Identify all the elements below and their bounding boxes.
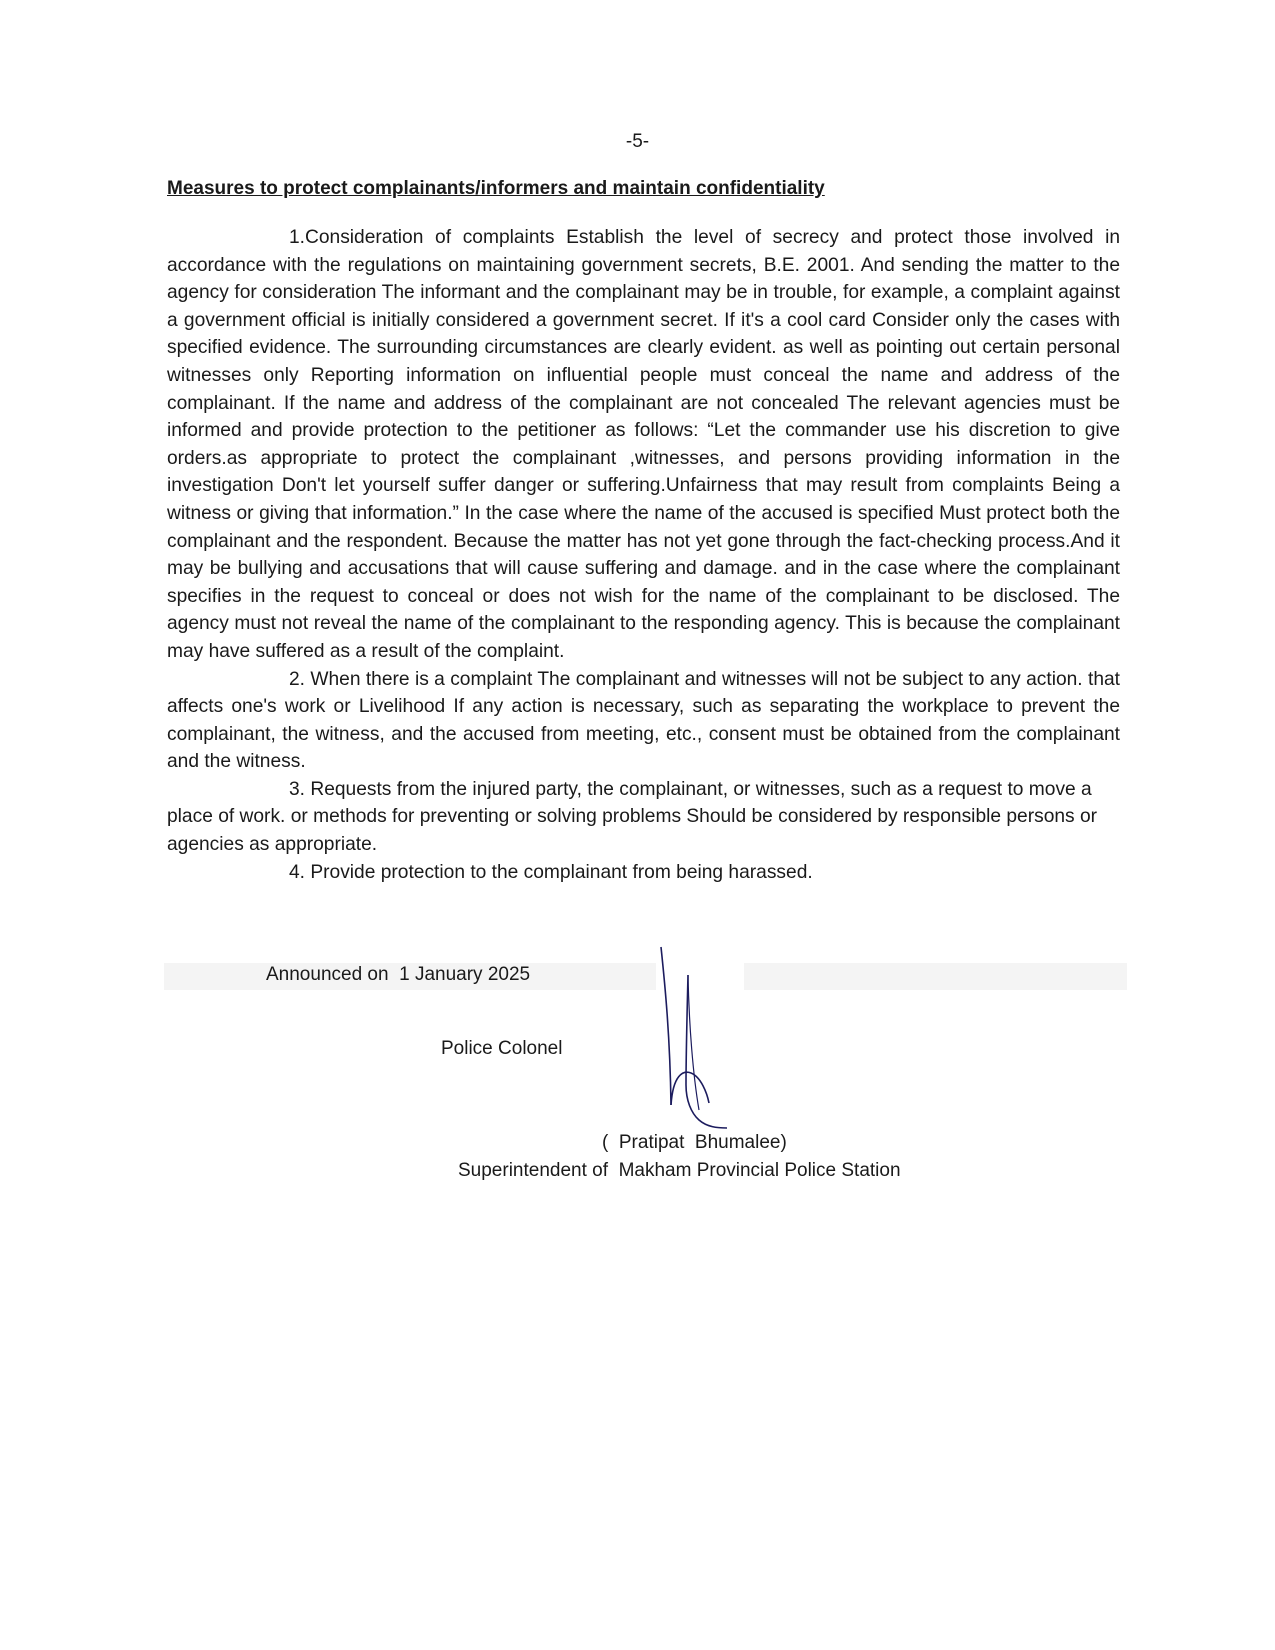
paragraph-2: 2. When there is a complaint The complainant and witnesses will not be subject to any action. that affects one's work or Livelihood If any action is necessary, such as separating the workplace to prevent the complainant, the witness, and the accused from meeting, etc., consent must be obtained from the complainant and the witness. (167, 668, 1120, 773)
paragraph-4: 4. Provide protection to the complainant from being harassed. (289, 861, 813, 883)
announcement-date: Announced on 1 January 2025 (266, 964, 531, 985)
signatory-name: ( Pratipat Bhumalee) (602, 1132, 787, 1153)
paragraph-1: 1.Consideration of complaints Establish the level of secrecy and protect those involved in accordance with the regulations on maintaining government secrets, B.E. 2001. And sending the matter to the agency for consideration The informant and the complainant may be in trouble, for example, a complaint against a government official is initially considered a government secret. If it's a cool card Consider only the cases with specified evidence. The surrounding circumstances are clearly evident. as well as pointing out certain personal witnesses only Reporting information on influential people must conceal the name and address of the complainant. If the name and address of the complainant are not concealed The relevant agencies must be informed and provide protection to the petitioner as follows: “Let the commander use his discretion to give orders.as appropriate to protect the complainant ,witnesses, and persons providing information in the investigation Don't let yourself suffer danger or suffering.Unfairness that may result from complaints Being a witness or giving that information.” In the case where the name of the accused is specified Must protect both the complainant and the respondent. Because the matter has not yet gone through the fact-checking process.And it may be bullying and accusations that will cause suffering and damage. and in the case where the complainant specifies in the request to conceal or does not wish for the name of the complainant to be disclosed. The agency must not reveal the name of the complainant to the responding agency. This is because the complainant may have suffered as a result of the complaint. (167, 227, 1120, 662)
paragraph-3: 3. Requests from the injured party, the complainant, or witnesses, such as a request to move a place of work. or methods for preventing or solving problems Should be considered by responsible persons or agencies as appropriate. (167, 778, 1098, 856)
page-number: -5- (625, 131, 650, 152)
handwritten-signature-icon (655, 945, 765, 1135)
announcement-band-right (744, 963, 1127, 990)
section-heading: Measures to protect complainants/informers and maintain confidentiality (167, 178, 825, 199)
signatory-position: Superintendent of Makham Provincial Police Station (458, 1160, 901, 1181)
document-body (167, 224, 1120, 886)
signatory-rank: Police Colonel (441, 1038, 563, 1059)
